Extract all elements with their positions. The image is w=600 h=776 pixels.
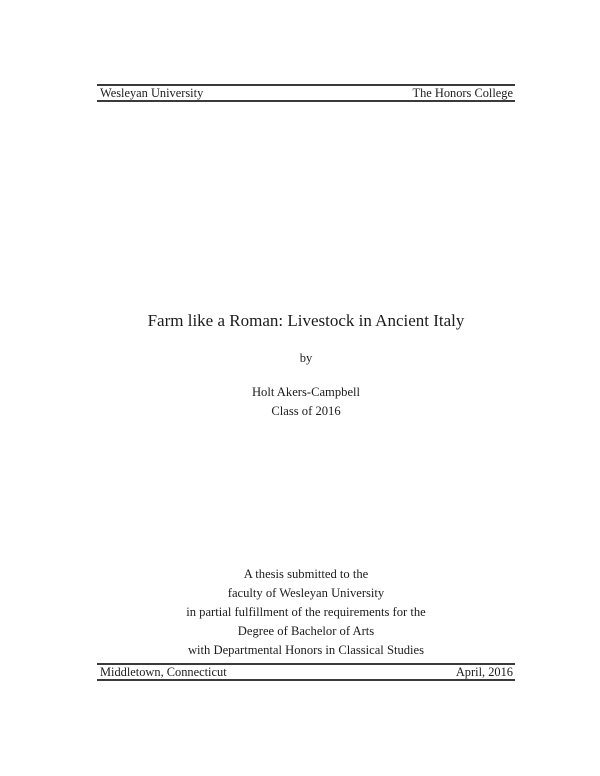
- header-college-text: The Honors College: [412, 85, 513, 100]
- submission-line: in partial fulfillment of the requirements for the: [186, 605, 426, 619]
- header-band: [97, 84, 515, 102]
- class-year: Class of 2016: [271, 404, 341, 418]
- footer-band: [97, 663, 515, 681]
- thesis-title: Farm like a Roman: Livestock in Ancient Italy: [147, 311, 465, 330]
- byline: by: [299, 351, 313, 365]
- submission-line: with Departmental Honors in Classical Studies: [187, 643, 425, 657]
- author-name: Holt Akers-Campbell: [251, 385, 361, 399]
- header-institution-text: Wesleyan University: [100, 85, 204, 100]
- submission-statement: [97, 565, 515, 660]
- submission-line: faculty of Wesleyan University: [227, 586, 385, 600]
- submission-line: Degree of Bachelor of Arts: [237, 624, 375, 638]
- submission-line: A thesis submitted to the: [243, 567, 369, 581]
- footer-location-text: Middletown, Connecticut: [100, 664, 227, 679]
- footer-date-text: April, 2016: [455, 664, 513, 679]
